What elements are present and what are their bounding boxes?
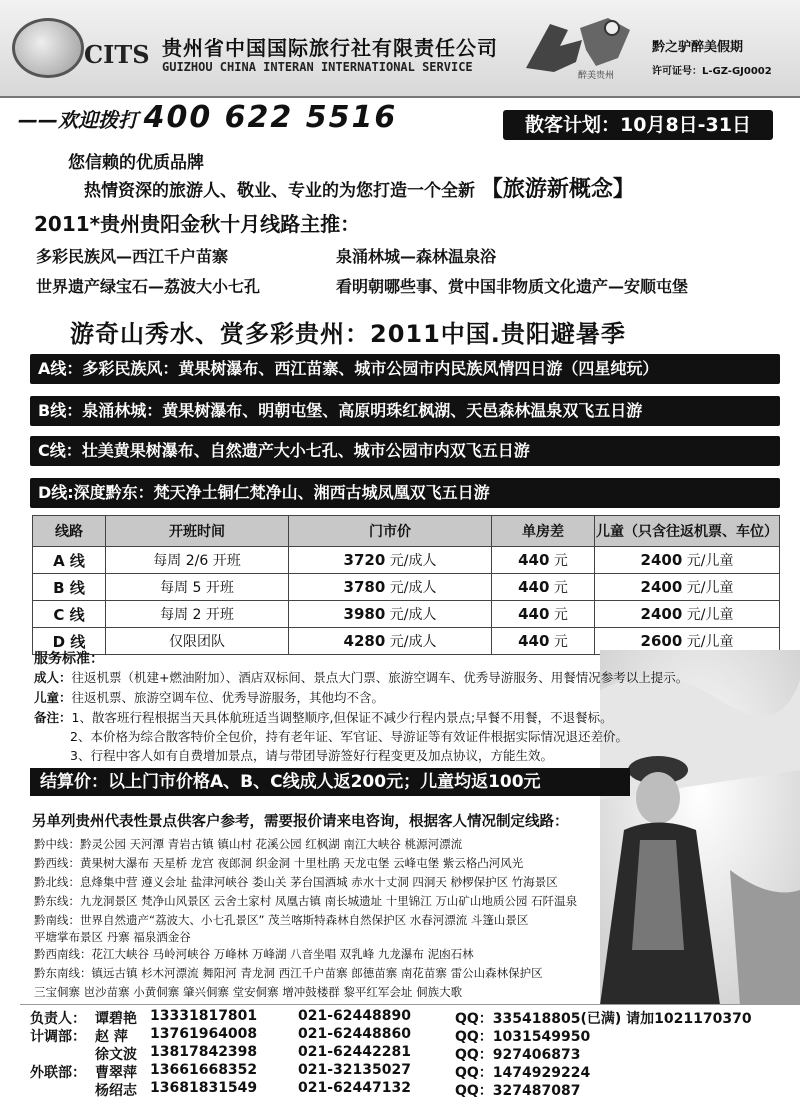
feature-item: 泉涌林城—森林温泉浴 bbox=[336, 247, 497, 266]
price-value: 3720 bbox=[343, 551, 386, 569]
license-number: 许可证号：L-GZ-GJ0002 bbox=[652, 66, 772, 77]
contact-tel[interactable]: 021-32135027 bbox=[298, 1062, 411, 1078]
feature-item: 世界遗产绿宝石—荔波大小七孔 bbox=[36, 277, 261, 296]
intro-line-2-text: 热情资深的旅游人、敬业、专业的为您打造一个全新 bbox=[84, 181, 475, 201]
route-b-bar: B线：泉涌林城：黄果树瀑布、明朝屯堡、高原明珠红枫湖、天邑森林温泉双飞五日游 bbox=[30, 396, 780, 426]
spot-line: 黔东线：九龙洞景区 梵净山风景区 云舍土家村 凤凰古镇 南长城遗址 十里锦江 万山矿山地质公园 石阡温泉 bbox=[34, 894, 578, 908]
price-unit: 元/成人 bbox=[389, 607, 437, 623]
child-unit: 元/儿童 bbox=[686, 634, 734, 650]
child-value: 2400 bbox=[640, 605, 683, 623]
price-unit: 元/成人 bbox=[389, 580, 437, 596]
settlement-banner: 结算价：以上门市价格A、B、C线成人返200元；儿童均返100元 bbox=[30, 768, 630, 796]
child-unit: 元/儿童 bbox=[686, 553, 734, 569]
col-header: 儿童（只含往返机票、车位） bbox=[595, 516, 780, 547]
contact-qq[interactable]: QQ：927406873 bbox=[455, 1047, 581, 1063]
contact-mobile[interactable]: 13761964008 bbox=[150, 1026, 258, 1042]
price-value: 4280 bbox=[343, 632, 386, 650]
spot-line: 黔西线：黄果树大瀑布 天星桥 龙宫 夜郎洞 织金洞 十里杜鹃 天龙屯堡 云峰屯堡 紫云格凸河风光 bbox=[34, 856, 524, 870]
spot-line: 平塘掌布景区 丹寨 福泉洒金谷 bbox=[34, 930, 191, 944]
price-value: 3780 bbox=[343, 578, 386, 596]
service-note: 3、行程中客人如有自费增加景点，请与带团导游签好行程变更及加点协议，方能生效。 bbox=[70, 748, 553, 763]
contact-name: 曹翠萍 bbox=[95, 1065, 137, 1081]
divider bbox=[20, 1004, 780, 1005]
slogan: 游奇山秀水、赏多彩贵州：2011中国.贵阳避暑季 bbox=[70, 320, 626, 348]
route-cell: A 线 bbox=[53, 551, 85, 570]
table-header-row bbox=[33, 516, 780, 547]
single-value: 440 bbox=[518, 578, 550, 596]
contact-tel[interactable]: 021-62448890 bbox=[298, 1008, 411, 1024]
route-cell: C 线 bbox=[53, 605, 85, 624]
spot-line: 黔东南线：镇远古镇 杉木河漂流 舞阳河 青龙洞 西江千户苗寨 郎德苗寨 南花苗寨 雷公山森林保护区 bbox=[34, 966, 543, 980]
schedule-cell: 每周 2 开班 bbox=[106, 601, 289, 628]
notes-label: 备注： bbox=[34, 710, 72, 725]
col-header: 门市价 bbox=[289, 516, 492, 547]
service-child bbox=[34, 688, 384, 706]
table-row bbox=[33, 601, 780, 628]
extra-spots-title: 另单列贵州代表性景点供客户参考，需要报价请来电咨询，根据客人情况制定线路： bbox=[32, 814, 569, 830]
route-a-bar: A线：多彩民族风：黄果树瀑布、西江苗寨、城市公园市内民族风情四日游（四星纯玩） bbox=[30, 354, 780, 384]
child-value: 2400 bbox=[640, 551, 683, 569]
child-label: 儿童： bbox=[34, 690, 72, 705]
service-adult bbox=[34, 668, 688, 686]
child-unit: 元/儿童 bbox=[686, 607, 734, 623]
header-banner bbox=[0, 0, 800, 98]
spot-line: 黔北线：息烽集中营 遵义会址 盐津河峡谷 娄山关 茅台国酒城 赤水十丈洞 四洞天 桫椤保护区 竹海景区 bbox=[34, 875, 558, 889]
contact-tel[interactable]: 021-62448860 bbox=[298, 1026, 411, 1042]
single-unit: 元 bbox=[553, 607, 568, 623]
price-unit: 元/成人 bbox=[389, 553, 437, 569]
spot-line: 黔中线：黔灵公园 天河潭 青岩古镇 镇山村 花溪公园 红枫湖 南江大峡谷 桃源河漂流 bbox=[34, 837, 463, 851]
table-row bbox=[33, 547, 780, 574]
intro-line-1: 您信赖的优质品牌 bbox=[68, 153, 204, 173]
hotline bbox=[18, 100, 397, 135]
cits-logo-icon bbox=[12, 18, 84, 78]
contact-qq[interactable]: QQ：327487087 bbox=[455, 1083, 581, 1099]
contact-name: 谭碧艳 bbox=[95, 1011, 137, 1027]
intro-line-2 bbox=[84, 172, 635, 203]
service-note bbox=[34, 708, 613, 726]
single-unit: 元 bbox=[553, 580, 568, 596]
col-header: 单房差 bbox=[492, 516, 595, 547]
note-text: 1、散客班行程根据当天具体航班适当调整顺序,但保证不减少行程内景点;早餐不用餐，不退餐标。 bbox=[71, 710, 613, 725]
plan-banner: 散客计划：10月8日-31日 bbox=[503, 110, 773, 140]
main-title: 2011*贵州贵阳金秋十月线路主推： bbox=[34, 212, 361, 236]
contact-mobile[interactable]: 13661668352 bbox=[150, 1062, 258, 1078]
brand-name: 黔之驴醉美假期 bbox=[652, 40, 744, 55]
contact-mobile[interactable]: 13331817801 bbox=[150, 1008, 258, 1024]
company-name-en: GUIZHOU CHINA INTERAN INTERNATIONAL SERVICE bbox=[162, 60, 473, 74]
route-cell: B 线 bbox=[53, 578, 85, 597]
col-header: 线路 bbox=[33, 516, 106, 547]
contact-name: 赵 萍 bbox=[95, 1029, 128, 1045]
company-name-cn: 贵州省中国国际旅行社有限责任公司 bbox=[162, 36, 498, 60]
route-c-bar: C线：壮美黄果树瀑布、自然遗产大小七孔、城市公园市内双飞五日游 bbox=[30, 436, 780, 466]
route-d-bar: D线:深度黔东：梵天净土铜仁梵净山、湘西古城凤凰双飞五日游 bbox=[30, 478, 780, 508]
schedule-cell: 每周 2/6 开班 bbox=[106, 547, 289, 574]
table-row bbox=[33, 574, 780, 601]
price-unit: 元/成人 bbox=[389, 634, 437, 650]
contact-qq[interactable]: QQ：1031549950 bbox=[455, 1029, 591, 1045]
col-header: 开班时间 bbox=[106, 516, 289, 547]
child-value: 2600 bbox=[640, 632, 683, 650]
brand-subtitle: 醉美贵州 bbox=[578, 71, 615, 81]
feature-item: 看明朝哪些事、赏中国非物质文化遗产—安顺屯堡 bbox=[336, 277, 689, 296]
intro-highlight: 【旅游新概念】 bbox=[480, 177, 635, 202]
single-value: 440 bbox=[518, 605, 550, 623]
child-value: 2400 bbox=[640, 578, 683, 596]
child-unit: 元/儿童 bbox=[686, 580, 734, 596]
price-value: 3980 bbox=[343, 605, 386, 623]
logo-text: CITS bbox=[84, 40, 150, 69]
hotline-prefix: ——欢迎拨打 bbox=[18, 108, 138, 132]
price-table bbox=[32, 515, 780, 655]
contact-name: 杨绍志 bbox=[95, 1083, 137, 1099]
contact-mobile[interactable]: 13817842398 bbox=[150, 1044, 258, 1060]
feature-item: 多彩民族风—西江千户苗寨 bbox=[36, 247, 229, 266]
child-text: 往返机票、旅游空调车位、优秀导游服务，其他均不含。 bbox=[71, 690, 385, 705]
contact-tel[interactable]: 021-62447132 bbox=[298, 1080, 411, 1096]
single-unit: 元 bbox=[553, 634, 568, 650]
contact-role: 负责人： bbox=[30, 1011, 86, 1027]
single-value: 440 bbox=[518, 632, 550, 650]
adult-label: 成人： bbox=[34, 670, 72, 685]
contact-role: 计调部： bbox=[30, 1029, 86, 1045]
service-title: 服务标准： bbox=[34, 651, 104, 667]
minority-woman-photo bbox=[600, 650, 800, 1005]
service-note: 2、本价格为综合散客特价全包价，持有老年证、军官证、导游证等有效证件根据实际情况退还差价。 bbox=[70, 729, 628, 744]
route-cell: D 线 bbox=[52, 632, 86, 651]
contact-name: 徐文波 bbox=[95, 1047, 137, 1063]
schedule-cell: 仅限团队 bbox=[106, 628, 289, 655]
spot-line: 三宝侗寨 岜沙苗寨 小黄侗寨 肇兴侗寨 堂安侗寨 增冲鼓楼群 黎平红军会址 侗族大歌 bbox=[34, 985, 463, 999]
contact-role: 外联部： bbox=[30, 1065, 86, 1081]
contact-qq[interactable]: QQ：335418805(已满) 请加1021170370 bbox=[455, 1011, 752, 1027]
contact-qq[interactable]: QQ：1474929224 bbox=[455, 1065, 591, 1081]
contact-mobile[interactable]: 13681831549 bbox=[150, 1080, 258, 1096]
spot-line: 黔南线：世界自然遗产“荔波大、小七孔景区” 茂兰喀斯特森林自然保护区 水春河漂流 斗篷山景区 bbox=[34, 913, 529, 927]
spot-line: 黔西南线：花江大峡谷 马岭河峡谷 万峰林 万峰湖 八音坐唱 双乳峰 九龙瀑布 泥凼石林 bbox=[34, 947, 474, 961]
adult-text: 往返机票（机建+燃油附加）、酒店双标间、景点大门票、旅游空调车、优秀导游服务、用餐情况参考以上提示。 bbox=[71, 670, 689, 685]
single-unit: 元 bbox=[553, 553, 568, 569]
hotline-number[interactable]: 400 622 5516 bbox=[143, 100, 398, 135]
contact-tel[interactable]: 021-62442281 bbox=[298, 1044, 411, 1060]
schedule-cell: 每周 5 开班 bbox=[106, 574, 289, 601]
single-value: 440 bbox=[518, 551, 550, 569]
